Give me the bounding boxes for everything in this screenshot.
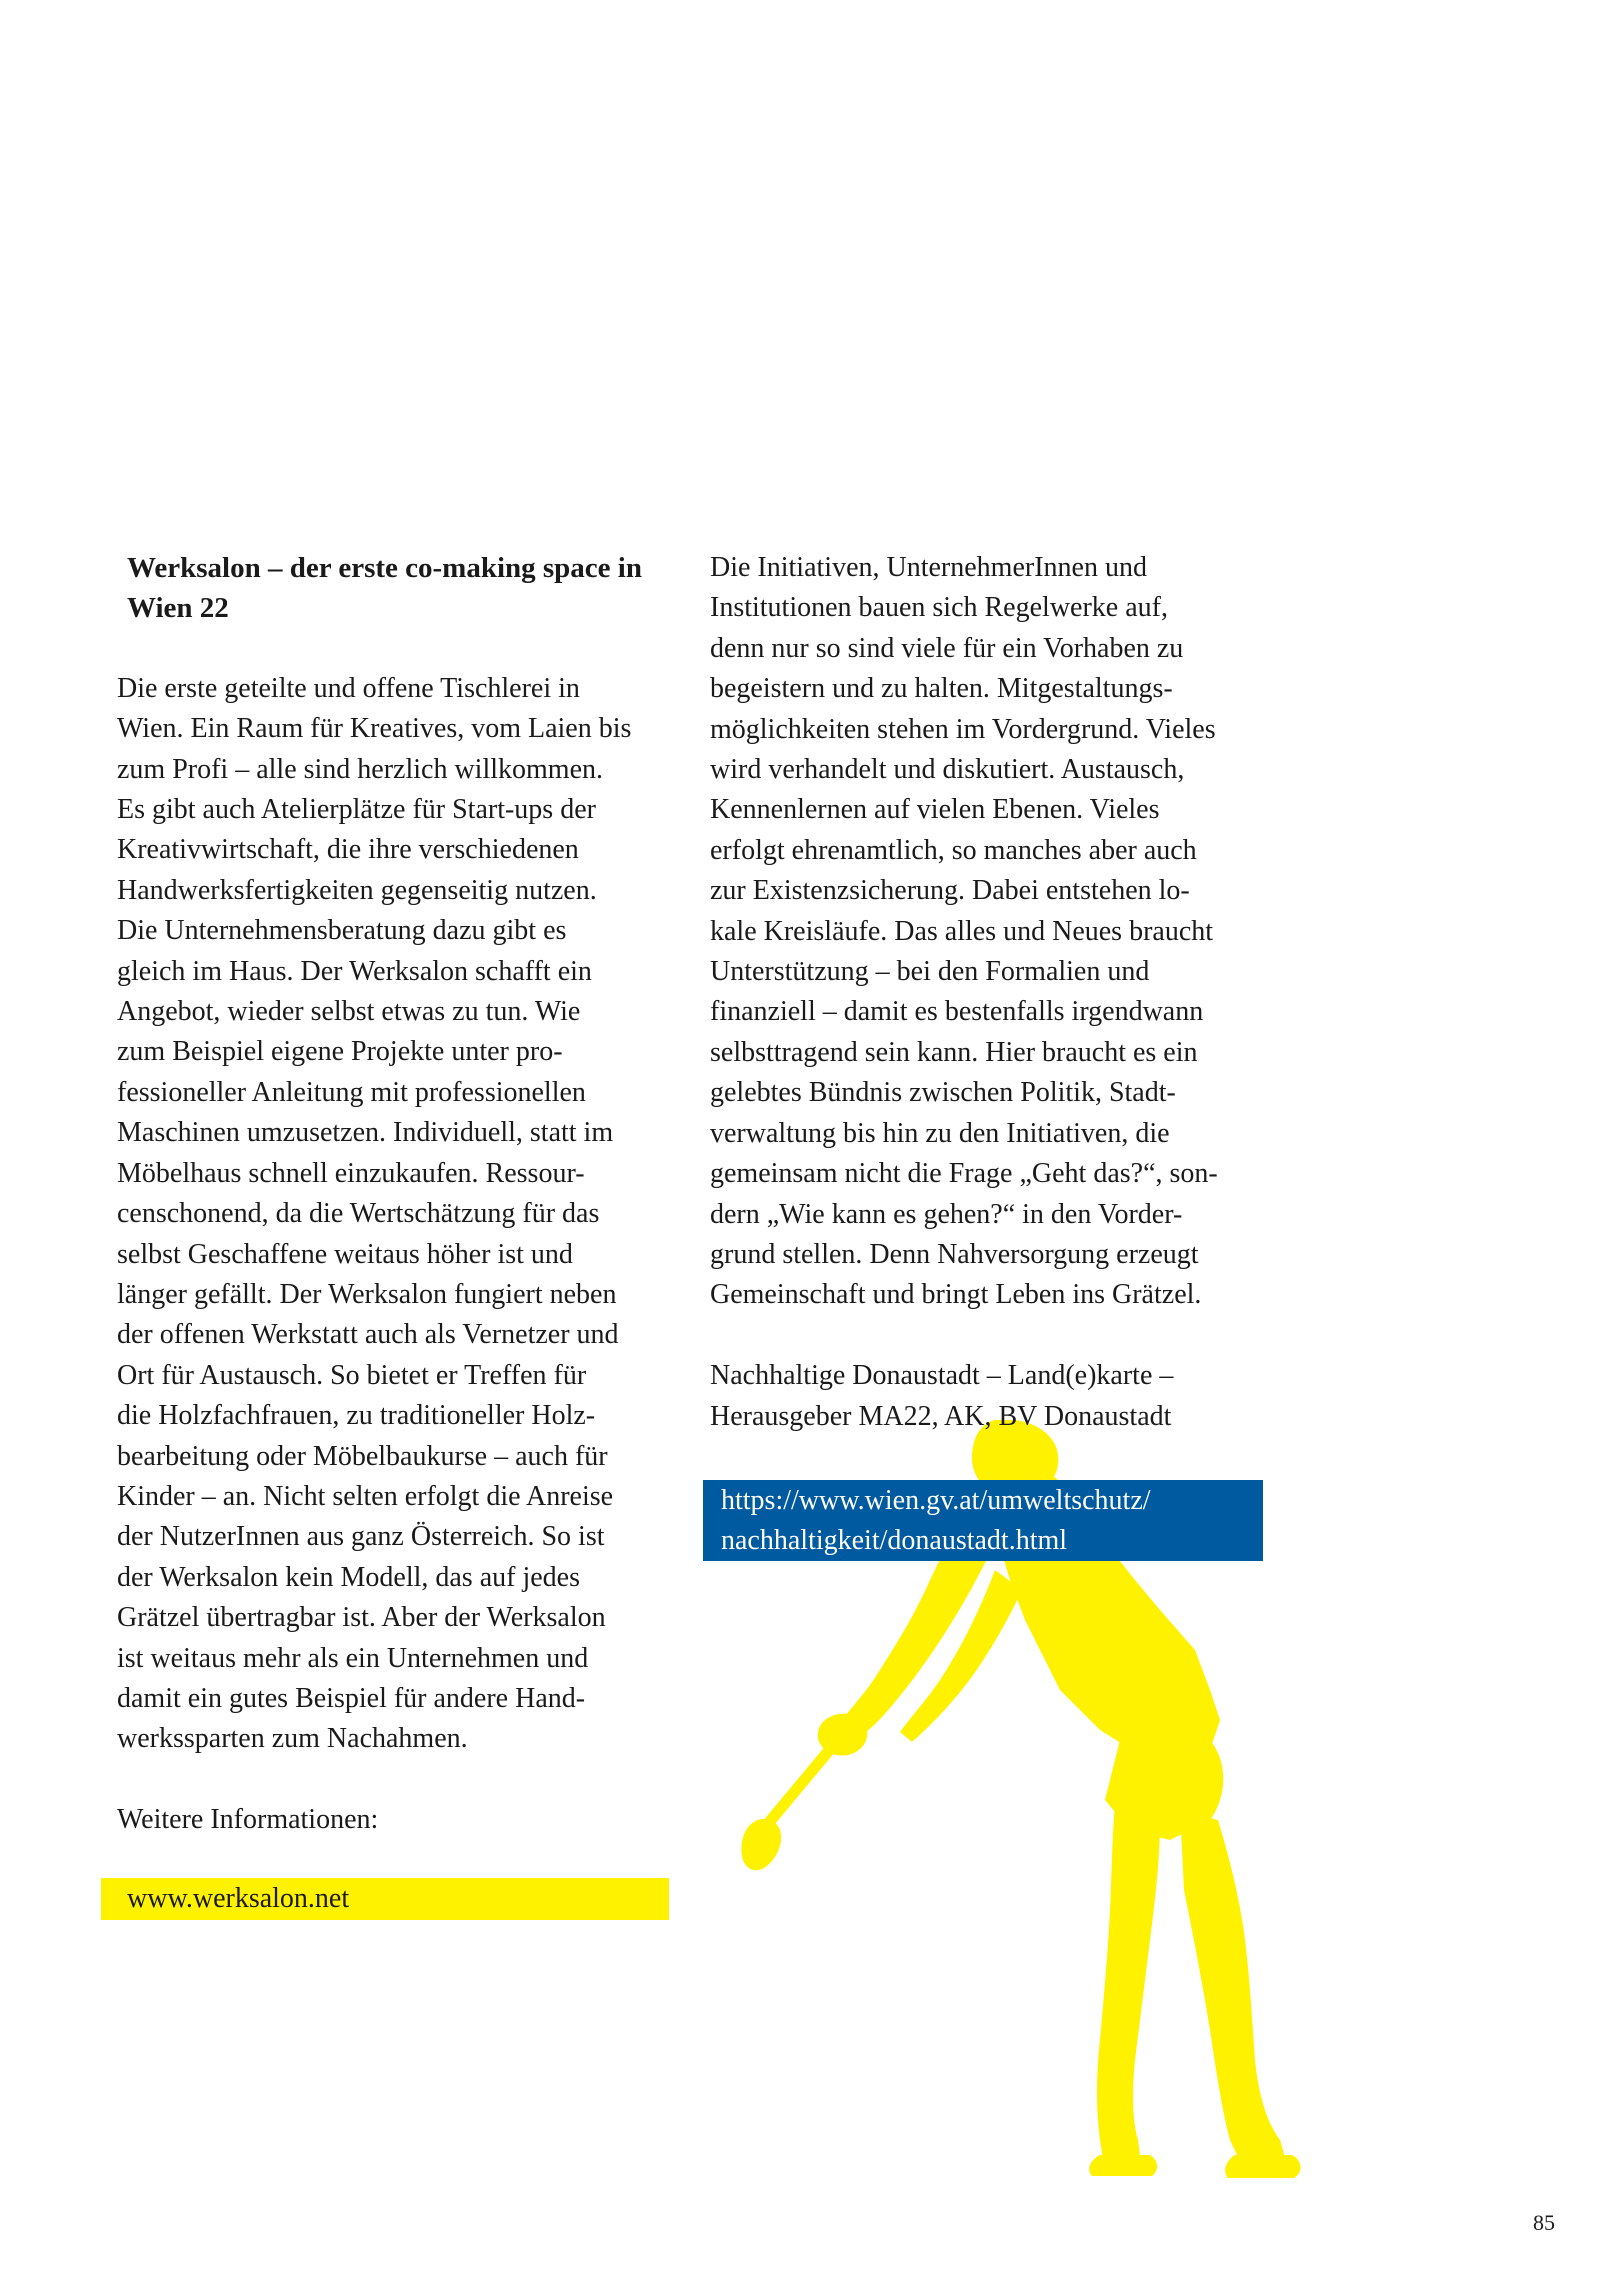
right-body-text: Die Initiativen, UnternehmerInnen und Institutionen bauen sich Regelwerke auf, denn nur so sind viele für ein Vorhaben zu begeistern und zu halten. Mitgestaltungs- möglichkeiten stehen im Vordergrund. Vieles wird verhandelt und diskutiert. Austausch, Kennenlernen auf vielen Ebenen. Vieles erfolgt ehrenamtlich, so manches aber auch zur Existenzsicherung. Dabei entstehen lo- kale Kreisläufe. Das alles und Neues braucht Unterstützung – bei den Formalien und finanziell – damit es bestenfalls irgendwann selbsttragend sein kann. Hier braucht es ein gelebtes Bündnis zwischen Politik, Stadt- verwaltung bis hin zu den Initiativen, die gemeinsam nicht die Frage „Geht das?“, son- dern „Wie kann es gehen?“ in den Vorder- grund stellen. Denn Nahversorgung erzeugt Gemeinschaft und bringt Leben ins Grätzel. xyxy=(710,552,1218,1311)
source-citation: Nachhaltige Donaustadt – Land(e)karte – Herausgeber MA22, AK, BV Donaustadt xyxy=(710,1360,1174,1432)
paragraph-gap xyxy=(710,1316,1290,1356)
section-heading: Werksalon – der erste co-making space in Wien 22 xyxy=(127,552,642,625)
page-number: 85 xyxy=(1533,2210,1555,2235)
more-info-label: Weitere Informationen: xyxy=(117,1804,379,1836)
paragraph-gap xyxy=(117,1760,677,1800)
werksalon-link[interactable]: www.werksalon.net xyxy=(101,1878,669,1920)
left-column xyxy=(117,548,677,1841)
left-body-text: Die erste geteilte und offene Tischlerei in Wien. Ein Raum für Kreatives, vom Laien bis zum Profi – alle sind herzlich willkommen. Es gibt auch Atelierplätze für Start-ups der Kreativwirtschaft, die ihre verschiedenen Handwerksfertigkeiten gegenseitig nutzen. Die Unternehmensberatung dazu gibt es gleich im Haus. Der Werksalon schafft ein Angebot, wieder selbst etwas zu tun. Wie zum Beispiel eigene Projekte unter pro- fessioneller Anleitung mit professionellen Maschinen umzusetzen. Individuell, statt im Möbelhaus schnell einzukaufen. Ressour- censchonend, da die Wertschätzung für das selbst Geschaffene weitaus höher ist und länger gefällt. Der Werksalon fungiert neben der offenen Werkstatt auch als Vernetzer und Ort für Austausch. So bietet er Treffen für die Holzfachfrauen, zu traditioneller Holz- bearbeitung oder Möbelbaukurse – auch für Kinder – an. Nicht selten erfolgt die Anreise der NutzerInnen aus ganz Österreich. So ist der Werksalon kein Modell, das auf jedes Grätzel übertragbar ist. Aber der Werksalon ist weitaus mehr als ein Unternehmen und damit ein gutes Beispiel für andere Hand- werkssparten zum Nachahmen. xyxy=(117,672,632,1755)
wien-gv-link[interactable]: https://www.wien.gv.at/umweltschutz/ nachhaltigkeit/donaustadt.html xyxy=(703,1480,1263,1561)
right-column xyxy=(710,548,1290,1437)
